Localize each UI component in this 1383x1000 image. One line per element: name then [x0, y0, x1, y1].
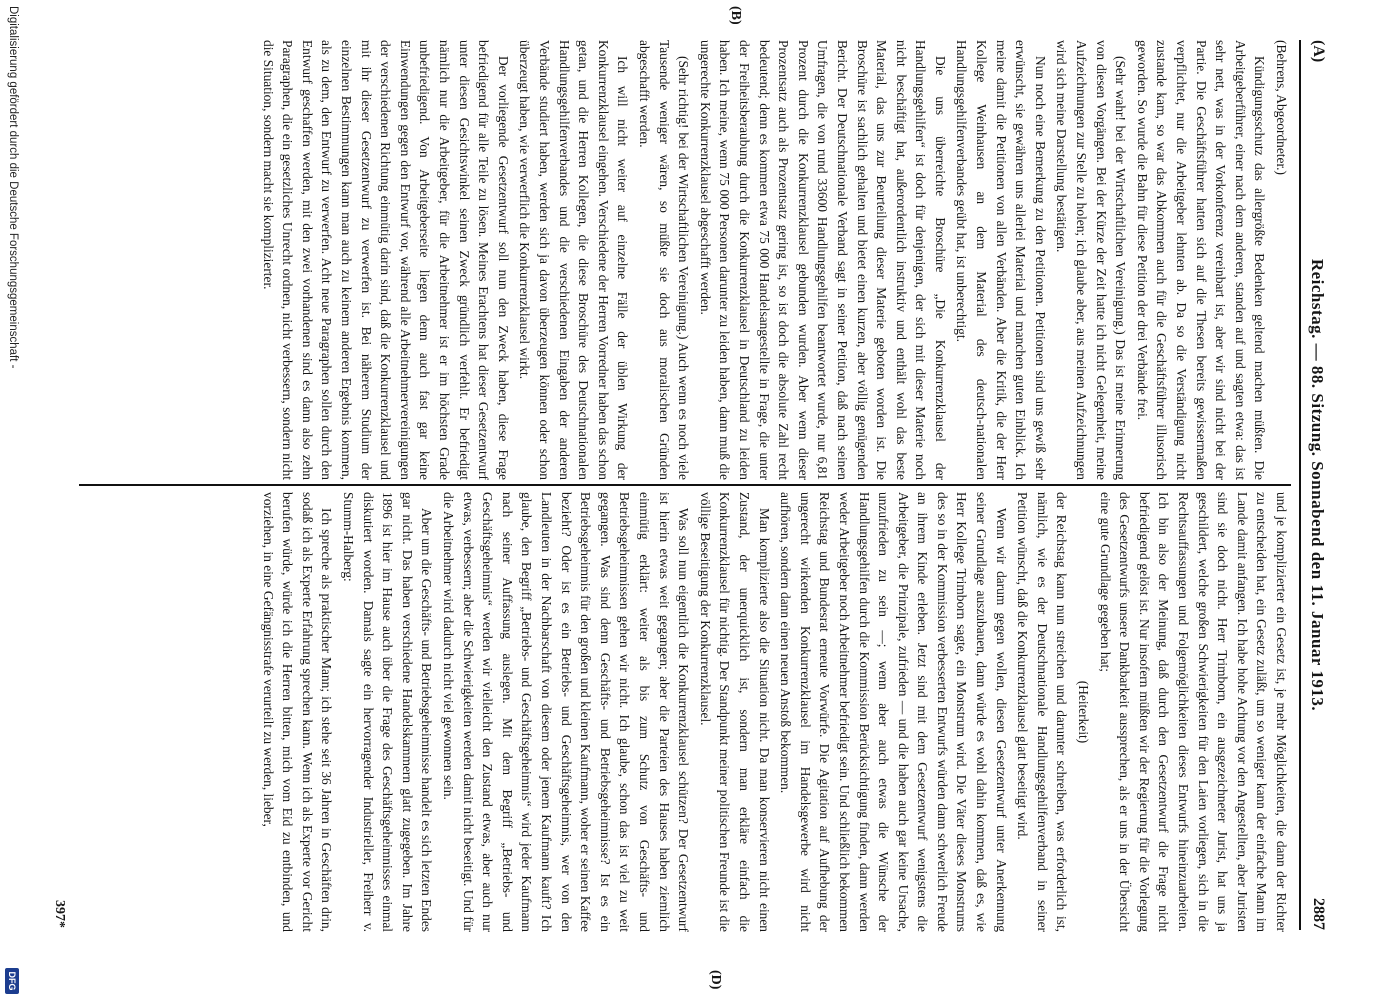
- paragraph: Nun noch eine Bemerkung zu den Petitionen. Petitionen sind uns gewiß sehr erwünscht, sie gewähren uns allerlei Material und manchen guten Einblick. Ich meine damit die Petitionen von allen Verbänden. Aber die Kritik, die der Herr Kollege Weinhausen an dem Material des deutsch-nationalen Handlungsgehilfenverbandes geübt hat, ist unberechtigt.: [954, 40, 1048, 480]
- footer-page-ref: 397*: [52, 900, 67, 928]
- dfg-logo: DFG: [5, 968, 19, 994]
- margin-marker-d: (D): [708, 970, 723, 990]
- paragraph: Ich spreche als praktischer Mann; ich stehe seit 36 Jahren in Geschäften drin, sodaß ich als Experte Erfahrung sprechen kann. Wenn ich als Experte vor Gericht berufen würde, würde ich die Herren bitten, mich vom Eid zu entbinden, und vorziehen, in eine Gefängnisstrafe verurteilt zu werden, lieber,: [260, 492, 335, 932]
- paragraph: (Sehr wahr! bei der Wirtschaftlichen Vereinigung.) Das ist meine Erinnerung von diesen Vorgängen. Bei der Kürze der Zeit hatte ich nicht Gelegenheit, meine Aufzeichnungen zur Stelle zu holen; ich glaube aber, aus meinen Aufzeichnungen wird sich meine Darstellung bestätigen.: [1054, 40, 1129, 480]
- paragraph: (Sehr richtig! bei der Wirtschaftlichen Vereinigung.) Auch wenn es noch viele Tausende weniger wären, so müßte sie doch aus moralischen Gründen abgeschafft werden.: [637, 40, 692, 480]
- paragraph: Der vorliegende Gesetzentwurf soll nun den Zweck haben, diese Frage befriedigend für alle Teile zu lösen. Meines Erachtens hat dieser Gesetzentwurf unter diesen Gesichtswinkel seinen Zweck gründlich verfehlt. Er befriedigt nämlich nur die Arbeitgeber, für die Arbeitnehmer ist er im höchsten Grade unbefriedigend. Von Arbeitgeberseite liegen denn auch fast gar keine Einwendungen gegen den Entwurf vor, während alle Arbeitnehmervereinigungen der verschiedenen Richtung einmütig darin sind, daß die Konkurrenzklausel und mit ihr dieser Gesetzentwurf zu verwerfen ist. Bei näherem Studium der einzelnen Bestimmungen kann man auch zu keinem anderen Ergebnis kommen, als zu dem, den Entwurf zu verwerfen. Acht neue Paragraphen sollen durch den Entwurf geschaffen werden, mit den zwei vorhandenen sind es dann also zehn Paragraphen, die ein gesetzliches Unrecht ordnen, nicht verbessern, sondern nicht die Situation, sondern macht sie komplizierter.: [260, 40, 511, 480]
- header-section-marker: (A): [1310, 40, 1327, 63]
- paragraph: Kündigungsschutz das allergrößte Bedenken geltend machen müßten. Die Arbeitgeberführer, einer nach dem anderen, standen auf und sagten etwa: das ist sehr nett, was in der Vorkonferenz vereinbart ist, aber wir sind nicht bei der Partie. Die Geschäftsführer hatten sich auf die Thesen bereits gewissermaßen verpflichtet, nur die Arbeitgeber lehnten ab. Da so die Verständigung nicht zustande kam, so war das Abkommen auch für die Geschäftsführer illusorisch geworden. So wurde die Bahn für diese Petition der drei Verbände frei.: [1134, 40, 1268, 480]
- header-title: Reichstag. — 88. Sitzung. Sonnabend den 11. Januar 1913.: [1308, 258, 1327, 712]
- stage-direction: (Heiterkeit): [1076, 680, 1092, 744]
- paragraph: Ich will nicht weiter auf einzelne Fälle der üblen Wirkung der Konkurrenzklausel eingehen. Verschiedene der Herren Vorredner haben das schon getan, und die Herren Kollegen, die diese Broschüre des Deutschnationalen Handlungsgehilfenverbandes und die verschiedenen Eingaben der anderen Verbände studiert haben, werden sich ja davon überzeugen können oder schon überzeugt haben, wie verwerflich die Konkurrenzklausel wirkt.: [517, 40, 631, 480]
- paragraph: Was soll nun eigentlich die Konkurrenzklausel schützen? Der Gesetzentwurf ist hierin etwas weit gegangen; aber die Parteien des Hauses haben ziemlich einmütig erklärt: weiter als bis zum Schutz von Geschäfts- und Betriebsgeheimnissen gehen wir nicht. Ich glaube, schon das ist viel zu weit gegangen. Was sind denn Geschäfts- und Betriebsgeheimnisse? Ist es ein Betriebsgeheimnis für den großen und kleinen Kaufmann, woher er seinen Kaffee bezieht? Oder ist es ein Betriebs- und Geschäftsgeheimnis, wer von den Landleuten in der Nachbarschaft von diesem oder jenem Kaufmann kauft? Ich glaube, den Begriff „Betriebs- und Geschäftsgeheimnis“ wird jeder Kaufmann nach seiner Auffassung auslegen. Mit dem Begriff „Betriebs- und Geschäftsgeheimnis“ werden wir vielleicht den Zustand etwas, aber auch nur etwas, verbessern; aber die Schwierigkeiten werden damit nicht beseitigt. Und für die Arbeitnehmer wird dadurch nicht viel gewonnen sein.: [441, 492, 692, 932]
- credit-text: Digitalisierung gefördert durch die Deutsche Forschungsgemeinschaft -: [7, 6, 19, 369]
- paragraph: Wenn wir darum gegen wollen, diesen Gesetzentwurf unter Anerkennung seiner Grundlage auszubauen, dann würde es wohl dahin kommen, daß es, wie Herr Kollege Trimborn sagte, ein Monstrum wird. Die Väter dieses Monstrums des so in der Kommission verbesserten Entwurfs würden dann schwerlich Freude an ihrem Kinde erleben. Jetzt sind mit dem Gesetzentwurf wenigstens die Arbeitgeber, die Prinzipale, zufrieden — und die haben auch gar keine Ursache, unzufrieden zu sein —; wenn aber auch etwas die Wünsche der Handlungsgehilfen durch die Kommission Berücksichtigung finden, dann werden weder Arbeitgeber noch Arbeitnehmer befriedigt sein. Und schließlich bekommen Reichstag und Bundesrat erneute Vorwürfe. Die Agitation auf Aufhebung der ungerecht wirkenden Konkurrenzklausel im Handelsgewerbe wird nicht aufhören, sondern dann einen neuen Anstoß bekommen.: [778, 492, 1009, 932]
- page-header: [1299, 40, 1331, 930]
- paragraph: Aber um die Geschäfts- und Betriebsgeheimnisse handelt es sich letzten Endes gar nicht. Das haben verschiedene Handelskammern glatt zugegeben. Im Jahre 1896 ist hier im Hause auch über die Frage des Geschäftsgeheimnisses einmal diskutiert worden. Damals sagte ein hervorragender Industrieller, Freiherr v. Stumm-Halberg:: [341, 492, 435, 932]
- paragraph: Man komplizierte also die Situation nicht. Da man konservieren nicht einen Zustand, der unerquicklich ist, sondern man erkläre einfach die Konkurrenzklausel für nichtig. Der Standpunkt meiner politischen Freunde ist die völlige Beseitigung der Konkurrenzklausel.: [697, 492, 772, 932]
- paragraph: (Behrens, Abgeordneter.): [1274, 40, 1289, 175]
- paragraph: der Reichstag kann nun streichen und darunter schreiben, was erforderlich ist, nämlich, wie es der Deutschnationale Handlungsgehilfenverband in seiner Petition wünscht, daß die Konkurrenzklausel glatt beseitigt wird.: [1015, 492, 1070, 932]
- right-column: [76, 492, 1291, 932]
- margin-marker-b: (B): [728, 6, 743, 25]
- digitization-credit: [1, 0, 21, 1000]
- paragraph: und je komplizierter ein Gesetz ist, je mehr Möglichkeiten, die dann der Richter zu entscheiden hat, ein Gesetz zuläßt, um so weniger kann der einfache Mann im Lande damit anfangen. Ich habe hohe Achtung vor den Angestellten, aber Juristen sind sie doch nicht. Herr Trimborn, ein ausgezeichneter Jurist, hat uns ja geschildert, welche großen Schwierigkeiten für den Laien vorliegen, sich in die Rechtsauffassungen und Folgemöglichkeiten dieses Entwurfs hineinzuarbeiten. Ich bin also der Meinung, daß durch den Gesetzentwurf die Frage nicht befriedigend gelöst ist. Nur insofern müßten wir der Regierung für die Vorlegung des Gesetzentwurfs unsere Dankbarkeit aussprechen, als er uns in der Übersicht eine gute Grundlage gegeben hat;: [1097, 492, 1289, 932]
- header-page-number: 2887: [1310, 898, 1327, 930]
- column-divider: [79, 484, 1291, 486]
- left-column: [76, 40, 1291, 480]
- paragraph: Die uns überreichte Broschüre „Die Konkurrenzklausel der Handlungsgehilfen“ ist doch für denjenigen, der sich mit dieser Materie noch nicht beschäftigt hat, außerordentlich instruktiv und enthält wohl das beste Material, das uns zur Beurteilung dieser Materie geboten worden ist. Die Broschüre ist sachlich gehalten und bietet einen kurzen, aber völlig genügenden Bericht. Der Deutschnationale Verband sagt in seiner Petition, daß nach seinen Umfragen, die von rund 33600 Handlungsgehilfen beantwortet wurde, nur 6,81 Prozent durch die Konkurrenzklausel gebunden wurden. Aber wenn dieser Prozentsatz auch als Prozentsatz gering ist, so ist doch die absolute Zahl recht bedeutend; denn es kommen etwa 75 000 Handelsangestellte in Frage, die unter der Freiheitsberaubung durch die Konkurrenzklausel in Deutschland zu leiden haben. Ich meine, wenn 75 000 Personen darunter zu leiden haben, dann muß die ungerechte Konkurrenzklausel abgeschafft werden.: [697, 40, 948, 480]
